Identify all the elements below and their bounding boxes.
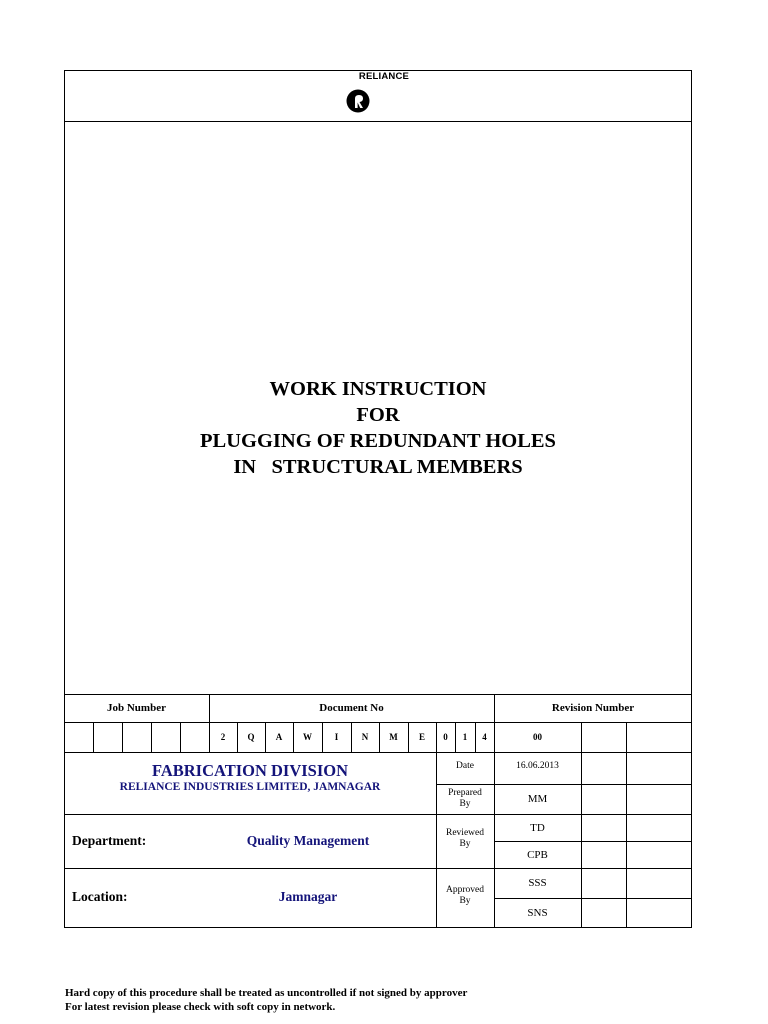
prepared-by-value: MM: [527, 793, 548, 805]
table-row-line: [64, 752, 692, 753]
document-char: A: [275, 732, 283, 742]
revision-value: 00: [533, 732, 542, 742]
division-name: FABRICATION DIVISION: [151, 761, 349, 780]
reviewed-label-line-2: By: [459, 839, 471, 849]
document-no-label: Document No: [319, 702, 384, 714]
table-col-line: [93, 722, 94, 752]
brand-name: RELIANCE: [358, 71, 410, 82]
job-number-label: Job Number: [107, 702, 166, 714]
document-char: I: [334, 732, 339, 742]
title-line-3: PLUGGING OF REDUNDANT HOLES: [200, 430, 556, 452]
document-char: Q: [247, 732, 255, 742]
title-line-2: FOR: [356, 404, 400, 426]
company-name: RELIANCE INDUSTRIES LIMITED, JAMNAGAR: [119, 781, 381, 793]
document-char: N: [361, 732, 369, 742]
table-row-line: [64, 868, 692, 869]
document-char: M: [389, 732, 398, 742]
approved-by-label: [436, 868, 494, 928]
footer-note: [65, 987, 467, 1014]
table-col-line: [180, 722, 181, 752]
prepared-by-label: [436, 784, 494, 814]
table-col-line: [151, 722, 152, 752]
department-label: Department:: [72, 833, 147, 848]
table-col-line: [626, 722, 627, 928]
document-frame: [64, 70, 692, 928]
document-char: 1: [462, 732, 468, 742]
title-line-4: IN STRUCTURAL MEMBERS: [233, 456, 523, 478]
reviewed-by-value-2: CPB: [527, 848, 548, 861]
table-col-line: [581, 722, 582, 928]
title-line-1: WORK INSTRUCTION: [269, 378, 487, 400]
date-value: 16.06.2013: [516, 761, 559, 771]
reliance-logo-icon: [346, 89, 370, 113]
revision-number-label: Revision Number: [551, 702, 635, 714]
document-title: [64, 376, 692, 480]
location-label: Location:: [72, 889, 128, 904]
prepared-label-line-1: Prepared: [448, 788, 482, 798]
approved-label-line-1: Approved: [446, 885, 484, 895]
reviewed-by-label: [436, 814, 494, 868]
reviewed-label-line-1: Reviewed: [446, 828, 484, 838]
approved-label-line-2: By: [459, 896, 471, 906]
footer-line-2: For latest revision please check with soft copy in network.: [65, 1000, 336, 1013]
document-char: 4: [482, 732, 487, 742]
document-char: E: [418, 732, 425, 742]
approved-by-value-2: SNS: [527, 907, 548, 919]
approved-by-value-1: SSS: [528, 877, 547, 889]
table-row-line: [64, 814, 692, 815]
document-char: W: [303, 732, 312, 742]
footer-line-1: Hard copy of this procedure shall be treated as uncontrolled if not signed by approver: [65, 987, 468, 999]
table-col-line: [122, 722, 123, 752]
department-value: Quality Management: [246, 833, 370, 848]
header-divider: [64, 121, 692, 122]
prepared-label-line-2: By: [459, 799, 471, 809]
reviewed-by-value-1: TD: [530, 821, 545, 834]
document-char: 2: [220, 732, 226, 742]
location-value: Jamnagar: [278, 889, 338, 904]
document-char: 0: [443, 732, 448, 742]
date-label: Date: [456, 761, 474, 771]
